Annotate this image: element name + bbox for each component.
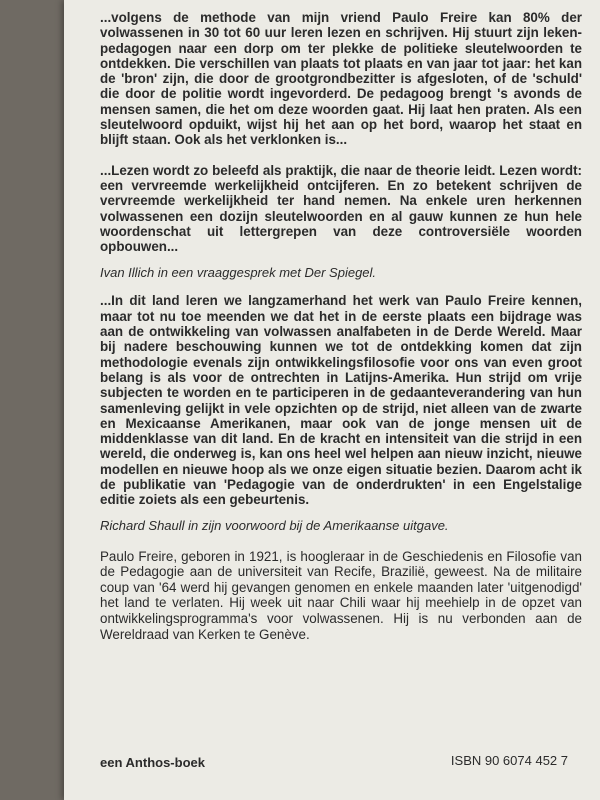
shaull-quote: ...In dit land leren we langzamerhand het werk van Paulo Freire kennen, maar tot nu toe meenden we dat het in de eerste plaats een bijdrage was aan de ontwikkeling van volwassen analfabeten in de Derde Wereld. Maar bij nadere beschouwing kunnen we tot de ontdekking komen dat zijn methodologie evenals zijn ontwikkelingsfilosofie voor ons van even groot belang is als voor de ontrechten in Latijns-Amerika. Hun strijd om vrije subjecten te worden en te participeren in de gedaanteverandering van hun samenleving gelijkt in vele opzichten op de strijd, niet alleen van de zwarte en Mexicaanse Amerikanen, maar ook van de jonge mensen uit de middenklasse van dit land. En de kracht en intensiteit van die strijd in een wereld, die onderweg is, kan ons heel wel helpen aan nieuw inzicht, nieuwe modellen en nieuwe hoop als we onze eigen situatie bezien. Daarom acht ik de publikatie van 'Pedagogie van de onderdrukten' in een Engelstalige editie zoiets als een gebeurtenis. [100, 293, 582, 508]
shaull-attribution: Richard Shaull in zijn voorwoord bij de Amerikaanse uitgave. [100, 517, 449, 533]
illich-quote-part2: ...Lezen wordt zo beleefd als praktijk, die naar de theorie leidt. Lezen wordt: een vervreemde werkelijkheid ontcijferen. En zo betekent schrijven de vervreemde werkelijkheid ter hand nemen. Na enkele uren herkennen volwassenen een dozijn sleutelwoorden en al gauw kunnen ze hun hele woordenschat uit lettergrepen van deze controversiële woorden opbouwen... [100, 162, 582, 255]
illich-attribution: Ivan Illich in een vraaggesprek met Der Spiegel. [100, 265, 377, 281]
publisher-label: een Anthos-boek [100, 755, 205, 770]
author-biography: Paulo Freire, geboren in 1921, is hoogleraar in de Geschiedenis en Filosofie van de Pedagogie aan de universiteit van Recife, Brazilië, geweest. Na de militaire coup van '64 werd hij gevangen genomen en enkele maanden later 'uitgenodigd' het land te verlaten. Hij week uit naar Chili waar hij meehielp in de opzet van ontwikkelingsprogramma's voor volwassenen. Hij is nu verbonden aan de Wereldraad van Kerken te Genève. [100, 548, 582, 642]
back-cover-text [100, 10, 582, 642]
book-back-cover [64, 0, 600, 800]
illich-quote-part1: ...volgens de methode van mijn vriend Paulo Freire kan 80% der volwassenen in 30 tot 60 uur leren lezen en schrijven. Hij stuurt zijn leken-pedagogen naar een dorp om ter plekke de politieke sleutelwoorden te ontdekken. Die verschillen van plaats tot plaats en van jaar tot jaar: het kan de 'bron' zijn, die door de grootgrondbezitter is afgesloten, of de 'schuld' die door de politie wordt ingevorderd. De pedagoog brengt 's avonds de mensen samen, die het om deze woorden gaat. Hij laat hen praten. Als een sleutelwoord opduikt, wijst hij het aan op het bord, waarop het staat en blijft staan. Ook als het verklonken is... [100, 10, 582, 148]
isbn-label: ISBN 90 6074 452 7 [450, 753, 568, 768]
